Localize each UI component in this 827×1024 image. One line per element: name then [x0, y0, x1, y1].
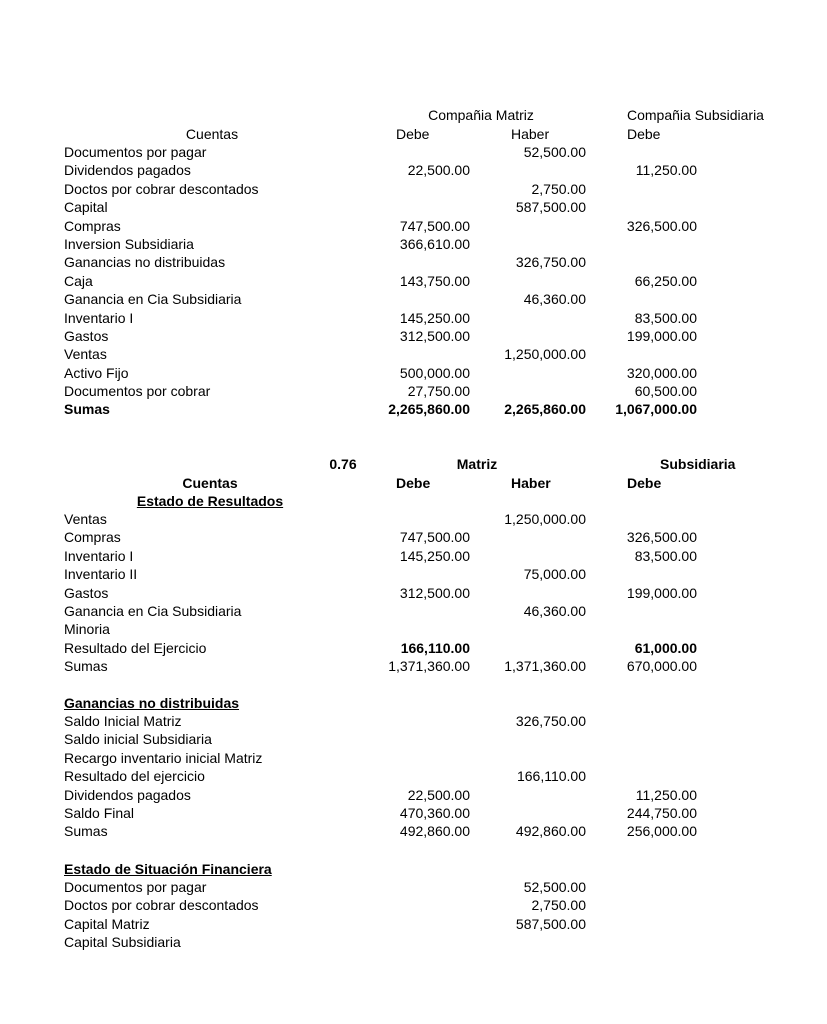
table-row [0, 804, 760, 822]
row-haber: 587,500.00 [515, 915, 586, 932]
row-label: Documentos por cobrar [64, 383, 211, 400]
t1-total-row [0, 400, 760, 418]
table-row [0, 547, 760, 565]
row-label: Documentos por pagar [64, 879, 207, 895]
row-label: Minoria [64, 621, 110, 638]
t1-header-matriz: Compañia Matriz [428, 107, 534, 123]
row-debe: 366,610.00 [399, 236, 470, 252]
t1-header-cuentas: Cuentas [185, 126, 239, 142]
row-label: Doctos por cobrar descontados [64, 180, 259, 197]
table-row [0, 657, 760, 675]
row-label: Gastos [64, 328, 109, 344]
table-row [0, 253, 760, 271]
t1-column-header-row [0, 125, 760, 143]
t2-header-subsidiaria: Subsidiaria [660, 456, 736, 472]
row-debe: 27,750.00 [407, 383, 470, 400]
table-row [0, 749, 760, 767]
t4-section-row [0, 860, 760, 878]
row-debe-subsidiaria: 11,250.00 [635, 786, 697, 803]
row-debe-subsidiaria [557, 896, 697, 914]
row-debe-subsidiaria [557, 235, 697, 253]
row-debe-subsidiaria: 244,750.00 [626, 805, 697, 821]
row-debe: 166,110.00 [400, 639, 470, 656]
row-debe-subsidiaria: 199,000.00 [626, 584, 697, 601]
table-row [0, 822, 760, 840]
table-row [0, 639, 760, 657]
t1-total-label: Sumas [64, 401, 110, 417]
t1-header-debe-subsidiaria: Debe [627, 126, 661, 142]
table-row [0, 510, 760, 528]
row-label: Documentos por pagar [64, 144, 207, 160]
table-row [0, 290, 760, 308]
row-debe-subsidiaria [557, 767, 697, 785]
table-row [0, 620, 760, 638]
row-debe-subsidiaria: 199,000.00 [626, 328, 697, 344]
t2-header-haber: Haber [511, 475, 551, 491]
table-row [0, 345, 760, 363]
t2-group-header-row [0, 455, 760, 473]
row-label: Ventas [64, 346, 107, 363]
row-debe-subsidiaria: 66,250.00 [634, 272, 697, 289]
t1-total-debe-subsidiaria: 1,067,000.00 [615, 401, 697, 417]
row-debe-subsidiaria: 320,000.00 [626, 364, 697, 381]
table-row [0, 933, 760, 951]
table-row [0, 143, 760, 161]
t2-section-row [0, 492, 760, 510]
row-haber: 326,750.00 [515, 254, 586, 271]
row-label: Saldo Inicial Matriz [64, 713, 182, 729]
row-label: Saldo Final [64, 805, 135, 821]
row-label: Recargo inventario inicial Matriz [64, 749, 263, 766]
row-debe-subsidiaria [557, 198, 697, 216]
table-row [0, 878, 760, 896]
row-label: Capital [64, 199, 108, 216]
t2-section-title: Estado de Resultados [136, 493, 284, 509]
table-row [0, 915, 760, 933]
row-haber: 2,750.00 [531, 897, 586, 914]
t3-section-row [0, 694, 760, 712]
row-debe: 145,250.00 [399, 309, 470, 326]
t1-group-header-row [0, 106, 764, 124]
t2-header-matriz: Matriz [456, 456, 498, 472]
row-label: Saldo inicial Subsidiaria [64, 731, 212, 748]
row-debe: 143,750.00 [399, 272, 470, 289]
row-label: Ganancia en Cia Subsidiaria [64, 603, 242, 619]
row-debe-subsidiaria [557, 565, 697, 583]
table-row [0, 364, 760, 382]
t3-section-title: Ganancias no distribuidas [64, 695, 240, 711]
row-debe-subsidiaria [557, 143, 697, 161]
row-debe-subsidiaria [557, 712, 697, 730]
t1-total-haber: 2,265,860.00 [504, 401, 586, 417]
row-debe-subsidiaria: 83,500.00 [634, 547, 697, 564]
t4-section-title: Estado de Situación Financiera [64, 861, 272, 877]
row-label: Inventario II [64, 566, 138, 583]
row-haber: 46,360.00 [523, 291, 586, 308]
row-debe-subsidiaria [557, 878, 697, 896]
row-label: Gastos [64, 584, 109, 601]
row-haber: 75,000.00 [523, 566, 586, 583]
row-haber: 587,500.00 [515, 199, 586, 216]
row-debe: 22,500.00 [407, 162, 470, 179]
row-debe-subsidiaria [557, 253, 697, 271]
t2-rate: 0.76 [329, 456, 357, 472]
t2-header-cuentas: Cuentas [182, 475, 238, 491]
row-debe-subsidiaria [557, 915, 697, 933]
row-debe-subsidiaria [557, 290, 697, 308]
t2-header-debe: Debe [396, 475, 431, 491]
row-label: Caja [64, 272, 93, 289]
t1-header-haber: Haber [511, 126, 550, 142]
row-label: Resultado del Ejercicio [64, 639, 207, 656]
row-label: Sumas [64, 658, 108, 675]
table-row [0, 528, 760, 546]
row-debe: 492,860.00 [399, 823, 470, 840]
table-row [0, 198, 760, 216]
row-debe-subsidiaria [557, 510, 697, 528]
row-label: Inventario I [64, 547, 134, 564]
row-label: Dividendos pagados [64, 786, 191, 803]
row-debe-subsidiaria [557, 933, 697, 951]
row-label: Inversion Subsidiaria [64, 236, 194, 252]
row-label: Activo Fijo [64, 364, 129, 381]
table-row [0, 180, 760, 198]
table-row [0, 217, 760, 235]
table-row [0, 235, 760, 253]
row-debe: 312,500.00 [399, 328, 470, 344]
row-haber: 492,860.00 [515, 823, 586, 840]
row-debe-subsidiaria: 83,500.00 [634, 309, 697, 326]
row-label: Capital Matriz [64, 915, 150, 932]
row-debe: 22,500.00 [407, 786, 470, 803]
row-debe: 747,500.00 [399, 217, 470, 234]
row-haber: 1,250,000.00 [504, 511, 586, 527]
row-debe: 145,250.00 [399, 547, 470, 564]
table-row [0, 309, 760, 327]
row-label: Doctos por cobrar descontados [64, 897, 259, 914]
row-label: Resultado del ejercicio [64, 768, 205, 785]
table-row [0, 272, 760, 290]
row-debe-subsidiaria: 326,500.00 [626, 217, 697, 234]
row-debe-subsidiaria: 11,250.00 [635, 162, 697, 179]
row-debe-subsidiaria [557, 602, 697, 620]
t1-total-debe: 2,265,860.00 [388, 401, 470, 417]
row-haber: 52,500.00 [523, 144, 586, 160]
row-debe-subsidiaria: 670,000.00 [626, 658, 697, 675]
table-row [0, 602, 760, 620]
t1-header-subsidiaria: Compañia Subsidiaria [627, 107, 764, 123]
row-label: Ganancia en Cia Subsidiaria [64, 291, 242, 308]
row-label: Ganancias no distribuidas [64, 254, 226, 271]
table-row [0, 565, 760, 583]
row-debe-subsidiaria: 256,000.00 [626, 823, 697, 840]
row-label: Capital Subsidiaria [64, 934, 181, 951]
row-label: Sumas [64, 823, 108, 840]
row-label: Dividendos pagados [64, 162, 191, 179]
row-debe: 500,000.00 [399, 364, 470, 381]
table-row [0, 382, 760, 400]
row-label: Ventas [64, 511, 107, 527]
table-row [0, 161, 760, 179]
table-row [0, 730, 760, 748]
row-debe-subsidiaria [557, 180, 697, 198]
row-haber: 326,750.00 [515, 713, 586, 729]
row-haber: 2,750.00 [531, 180, 586, 197]
row-debe: 747,500.00 [399, 529, 470, 546]
row-debe: 312,500.00 [399, 584, 470, 601]
row-haber: 166,110.00 [516, 768, 586, 785]
t2-column-header-row [0, 474, 760, 492]
row-debe-subsidiaria [557, 730, 697, 748]
row-debe: 470,360.00 [399, 805, 470, 821]
t1-header-debe: Debe [396, 126, 430, 142]
table-row [0, 712, 760, 730]
table-row [0, 896, 760, 914]
row-haber: 1,250,000.00 [504, 346, 586, 363]
table-row [0, 767, 760, 785]
table-row [0, 584, 760, 602]
row-debe-subsidiaria [557, 345, 697, 363]
row-label: Inventario I [64, 309, 134, 326]
row-debe-subsidiaria [557, 749, 697, 767]
row-haber: 46,360.00 [523, 603, 586, 619]
row-debe-subsidiaria: 61,000.00 [634, 639, 697, 656]
table-row [0, 786, 760, 804]
row-debe-subsidiaria: 326,500.00 [626, 529, 697, 546]
row-haber: 1,371,360.00 [504, 658, 586, 675]
row-haber: 52,500.00 [523, 879, 586, 895]
table-row [0, 327, 760, 345]
row-debe-subsidiaria: 60,500.00 [634, 383, 697, 400]
row-debe: 1,371,360.00 [388, 658, 470, 675]
row-label: Compras [64, 217, 121, 234]
row-label: Compras [64, 529, 121, 546]
t2-header-debe-subsidiaria: Debe [627, 475, 662, 491]
row-debe-subsidiaria [557, 620, 697, 638]
